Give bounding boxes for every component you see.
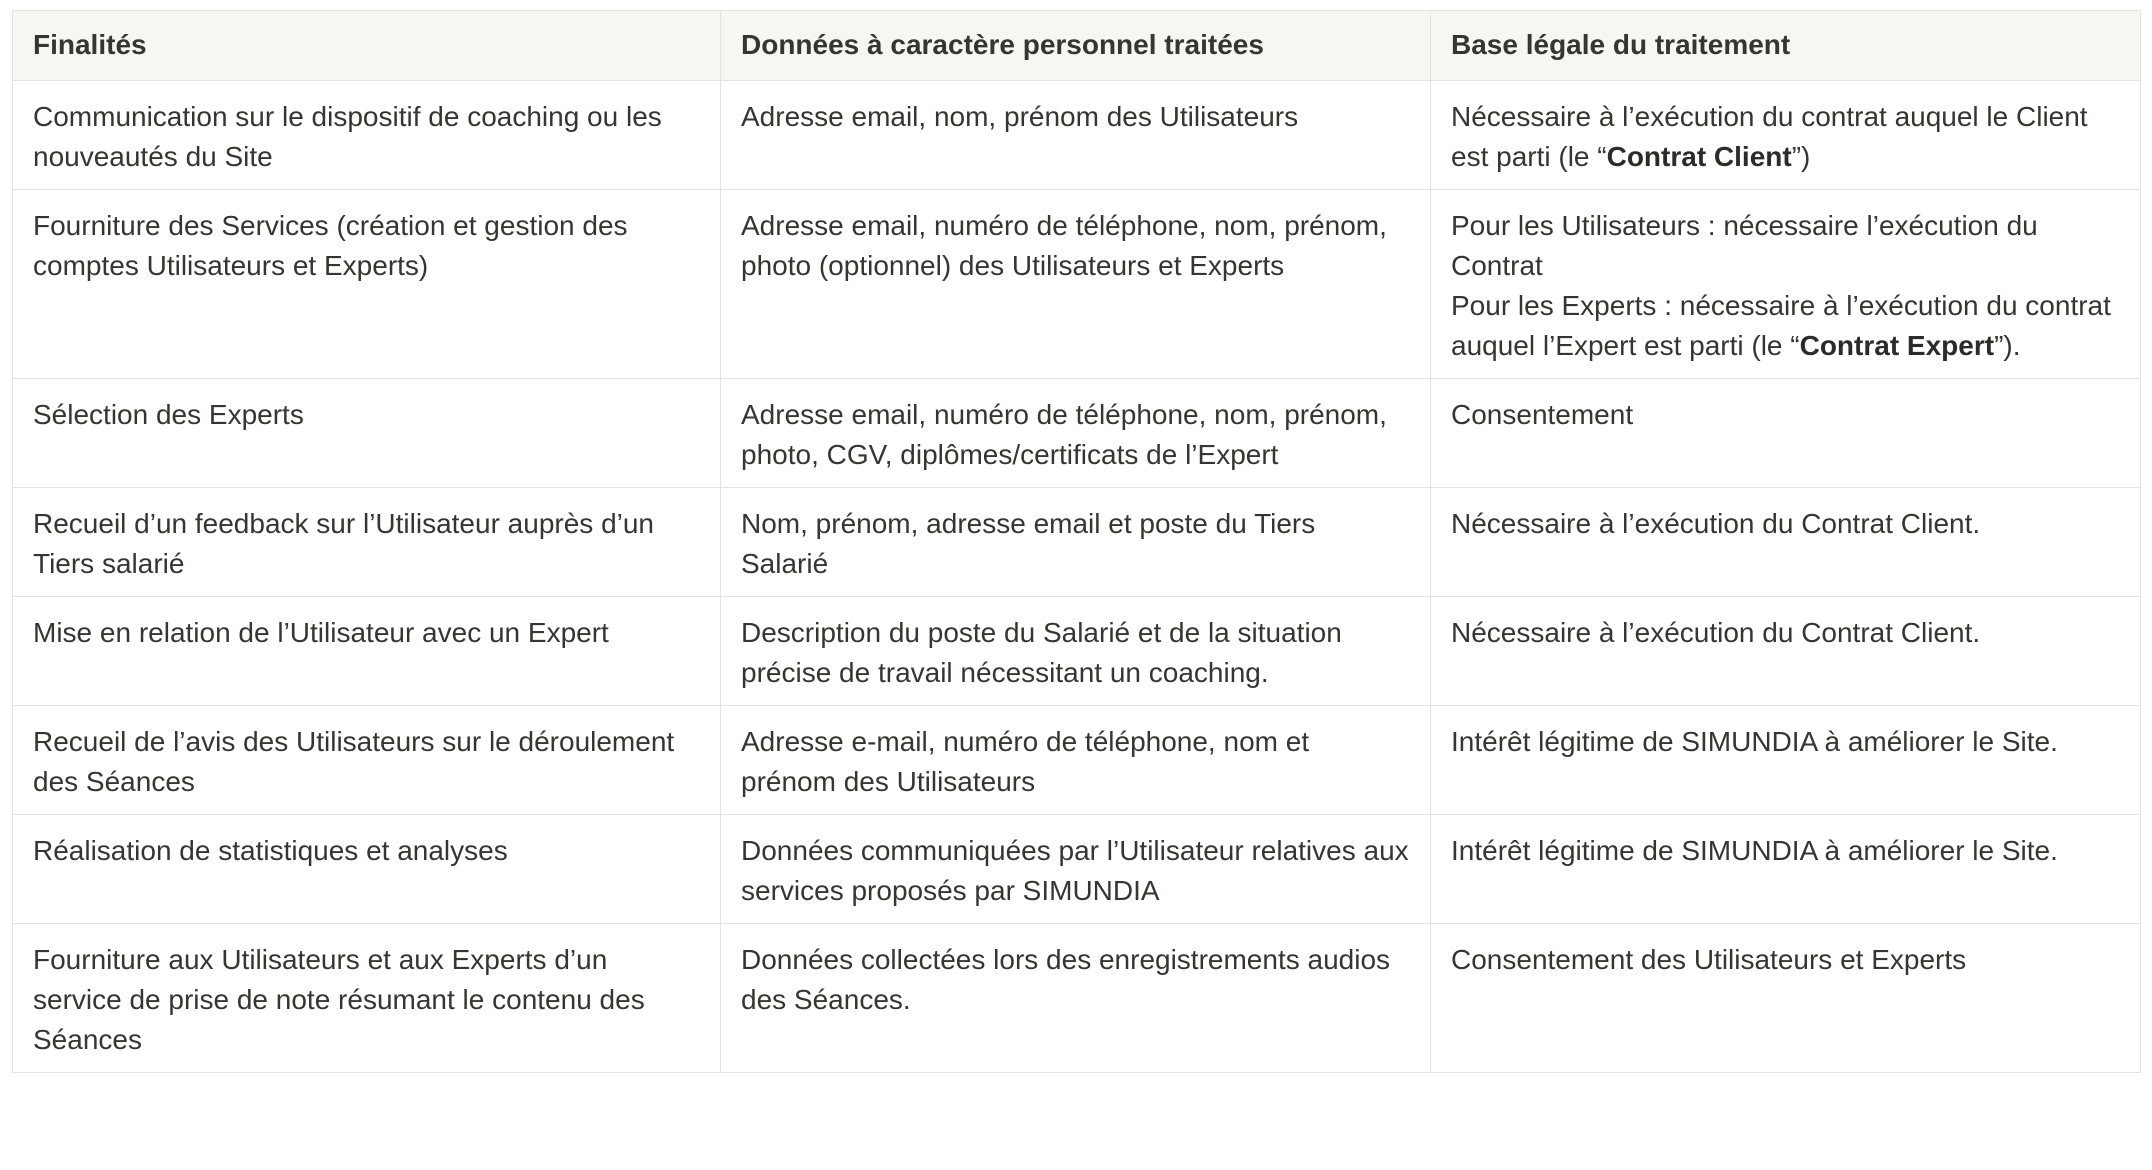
cell-basis: Intérêt légitime de SIMUNDIA à améliorer le Site. [1431, 706, 2141, 815]
cell-basis: Nécessaire à l’exécution du Contrat Client. [1431, 488, 2141, 597]
cell-basis: Intérêt légitime de SIMUNDIA à améliorer le Site. [1431, 815, 2141, 924]
cell-basis: Consentement des Utilisateurs et Experts [1431, 924, 2141, 1073]
cell-purpose: Fourniture aux Utilisateurs et aux Experts d’un service de prise de note résumant le contenu des Séances [13, 924, 721, 1073]
table-row [13, 597, 2141, 706]
basis-text: Nécessaire à l’exécution du contrat auquel le Client est parti (le “ [1451, 101, 2088, 172]
cell-purpose: Recueil de l’avis des Utilisateurs sur le déroulement des Séances [13, 706, 721, 815]
cell-data: Données collectées lors des enregistrements audios des Séances. [721, 924, 1431, 1073]
cell-basis: Nécessaire à l’exécution du Contrat Client. [1431, 597, 2141, 706]
cell-basis [1431, 81, 2141, 190]
basis-text-end: ”). [1994, 330, 2021, 361]
header-personal-data: Données à caractère personnel traitées [721, 11, 1431, 81]
basis-bold-term: Contrat Expert [1799, 330, 1995, 361]
cell-data: Adresse e-mail, numéro de téléphone, nom et prénom des Utilisateurs [721, 706, 1431, 815]
cell-data: Données communiquées par l’Utilisateur relatives aux services proposés par SIMUNDIA [721, 815, 1431, 924]
basis-line-users: Pour les Utilisateurs : nécessaire l’exécution du Contrat [1451, 210, 2038, 281]
table-row [13, 815, 2141, 924]
table-header-row [13, 11, 2141, 81]
table-row [13, 706, 2141, 815]
basis-text-end: ”) [1791, 141, 1811, 172]
cell-data: Adresse email, numéro de téléphone, nom, prénom, photo (optionnel) des Utilisateurs et Experts [721, 190, 1431, 379]
header-legal-basis: Base légale du traitement [1431, 11, 2141, 81]
header-purposes: Finalités [13, 11, 721, 81]
cell-data: Adresse email, numéro de téléphone, nom, prénom, photo, CGV, diplômes/certificats de l’Expert [721, 379, 1431, 488]
cell-basis [1431, 190, 2141, 379]
table-row [13, 924, 2141, 1073]
cell-basis: Consentement [1431, 379, 2141, 488]
table-row [13, 379, 2141, 488]
cell-purpose: Communication sur le dispositif de coaching ou les nouveautés du Site [13, 81, 721, 190]
cell-purpose: Fourniture des Services (création et gestion des comptes Utilisateurs et Experts) [13, 190, 721, 379]
cell-purpose: Recueil d’un feedback sur l’Utilisateur auprès d’un Tiers salarié [13, 488, 721, 597]
table-row [13, 81, 2141, 190]
cell-purpose: Mise en relation de l’Utilisateur avec un Expert [13, 597, 721, 706]
table-row [13, 190, 2141, 379]
table-wrapper [12, 10, 2140, 1073]
table-row [13, 488, 2141, 597]
cell-purpose: Sélection des Experts [13, 379, 721, 488]
cell-data: Description du poste du Salarié et de la situation précise de travail nécessitant un coaching. [721, 597, 1431, 706]
basis-bold-term: Contrat Client [1606, 141, 1792, 172]
processing-purposes-table [12, 10, 2141, 1073]
cell-purpose: Réalisation de statistiques et analyses [13, 815, 721, 924]
cell-data: Adresse email, nom, prénom des Utilisateurs [721, 81, 1431, 190]
cell-data: Nom, prénom, adresse email et poste du Tiers Salarié [721, 488, 1431, 597]
basis-text: Pour les Experts : nécessaire à l’exécution du contrat auquel l’Expert est parti (le “ [1451, 290, 2111, 361]
